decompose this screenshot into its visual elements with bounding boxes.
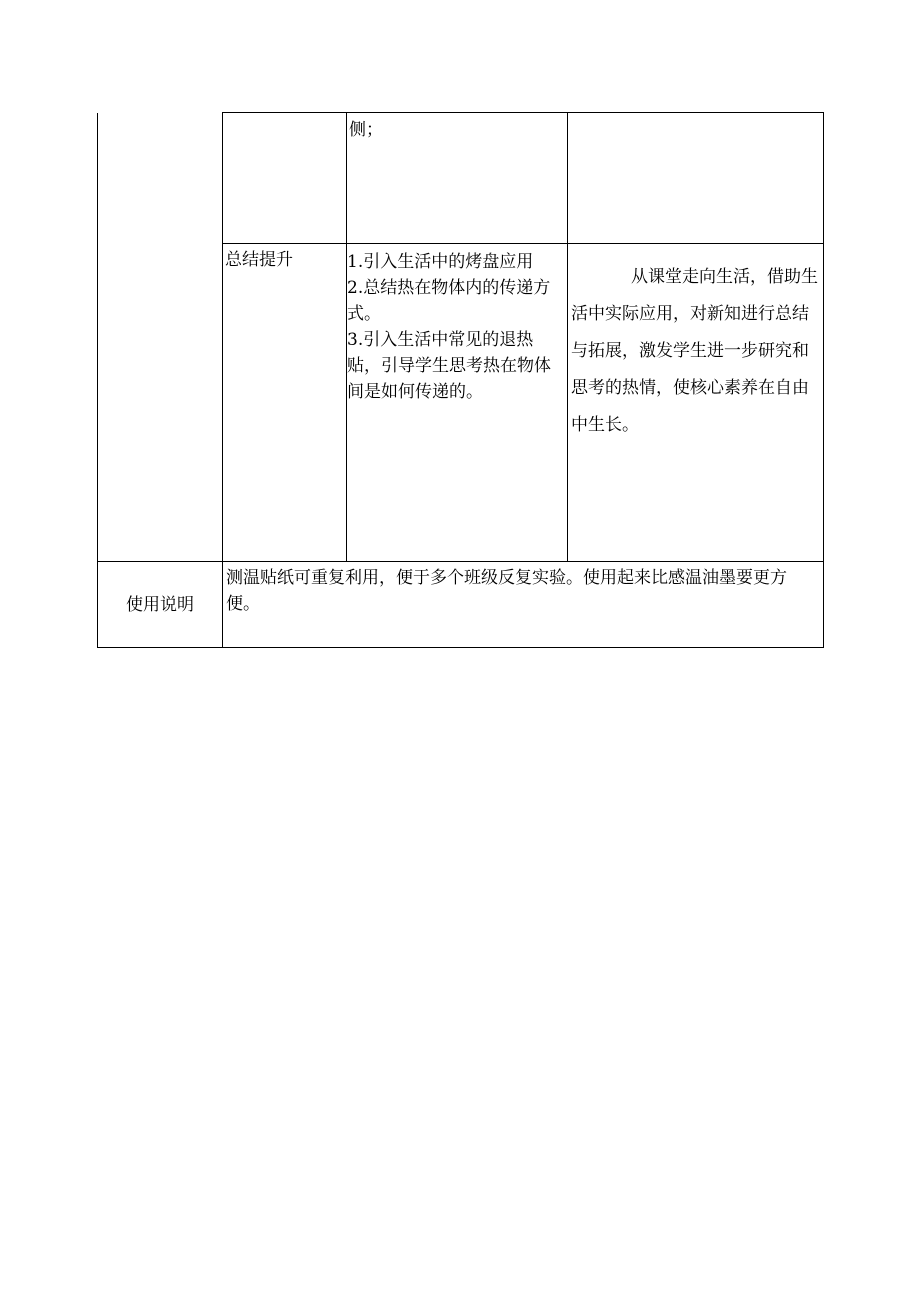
activity-item-2: 2.总结热在物体内的传递方式。 — [347, 278, 551, 324]
stage-cell-empty — [223, 113, 347, 244]
design-cell-summary — [568, 244, 824, 562]
design-intent-text: 从课堂走向生活，借助生活中实际应用，对新知进行总结与拓展，激发学生进一步研究和思考的热情，使核心素养在自由中生长。 — [571, 267, 818, 435]
usage-label-cell — [98, 562, 223, 648]
section-cell-empty — [98, 113, 223, 562]
activity-cell-continued — [347, 113, 568, 244]
usage-label: 使用说明 — [126, 594, 194, 615]
stage-label-summary: 总结提升 — [225, 250, 293, 270]
table-row-usage — [98, 562, 824, 648]
activity-item-3: 3.引入生活中常见的退热贴，引导学生思考热在物体间是如何传递的。 — [347, 330, 551, 402]
usage-text: 测温贴纸可重复利用，便于多个班级反复实验。使用起来比感温油墨要更方便。 — [226, 568, 787, 614]
design-cell-empty — [568, 113, 824, 244]
stage-cell-summary — [223, 244, 347, 562]
activity-cell-summary — [347, 244, 568, 562]
lesson-plan-table — [97, 112, 824, 648]
usage-text-cell — [223, 562, 824, 648]
activity-continued-text: 侧； — [349, 120, 383, 140]
table-row-continued — [98, 113, 824, 244]
activity-item-1: 1.引入生活中的烤盘应用 — [347, 252, 534, 272]
